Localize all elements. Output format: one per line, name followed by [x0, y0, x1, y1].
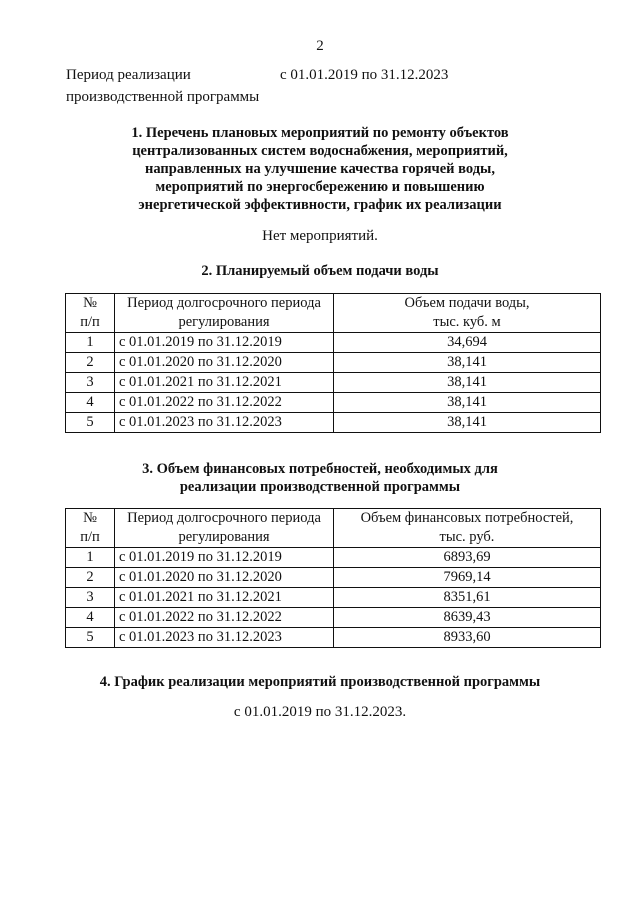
header-period [115, 509, 334, 548]
table-row [66, 568, 601, 588]
table-header-row [66, 509, 601, 548]
table-row [66, 628, 601, 648]
header-value-line1: Объем финансовых потребностей, [360, 510, 574, 526]
header-num-line2: п/п [80, 314, 100, 330]
row-period: с 01.01.2019 по 31.12.2019 [115, 333, 334, 353]
section1-title-line: мероприятий по энергосбережению и повышению [155, 179, 485, 195]
section1-title-line: 1. Перечень плановых мероприятий по ремонту объектов [131, 125, 509, 141]
table-row [66, 608, 601, 628]
section1-title-line: направленных на улучшение качества горячей воды, [144, 161, 495, 177]
row-period: с 01.01.2019 по 31.12.2019 [115, 548, 334, 568]
page-number: 2 [316, 38, 324, 54]
period-label-line2: производственной программы [66, 89, 260, 105]
header-period-line1: Период долгосрочного периода [127, 510, 321, 526]
header-period-line1: Период долгосрочного периода [127, 295, 321, 311]
section1-note: Нет мероприятий. [262, 228, 378, 244]
table-header-row [66, 294, 601, 333]
header-period-line2: регулирования [178, 314, 270, 330]
period-label [66, 64, 259, 108]
section1-title [0, 124, 640, 214]
section4-period: с 01.01.2019 по 31.12.2023. [233, 704, 407, 720]
period-label-line1: Период реализации [66, 67, 191, 83]
row-value: 34,694 [334, 333, 601, 353]
row-value: 8351,61 [334, 588, 601, 608]
table-row [66, 373, 601, 393]
section1-title-line: централизованных систем водоснабжения, мероприятий, [132, 143, 508, 159]
row-value: 8933,60 [334, 628, 601, 648]
header-value [334, 294, 601, 333]
table-row [66, 393, 601, 413]
row-period: с 01.01.2021 по 31.12.2021 [115, 588, 334, 608]
row-num: 4 [66, 393, 115, 413]
row-value: 6893,69 [334, 548, 601, 568]
header-num [66, 509, 115, 548]
row-period: с 01.01.2021 по 31.12.2021 [115, 373, 334, 393]
table-row [66, 548, 601, 568]
header-period [115, 294, 334, 333]
table-row [66, 353, 601, 373]
section3-title-line1: 3. Объем финансовых потребностей, необходимых для [142, 461, 498, 477]
header-num-line2: п/п [80, 529, 100, 545]
table-row [66, 413, 601, 433]
table-row [66, 333, 601, 353]
row-num: 4 [66, 608, 115, 628]
table-row [66, 588, 601, 608]
header-num [66, 294, 115, 333]
water-volume-table [65, 293, 601, 433]
section1-title-line: энергетической эффективности, график их реализации [138, 197, 502, 213]
row-value: 8639,43 [334, 608, 601, 628]
row-num: 5 [66, 628, 115, 648]
row-value: 38,141 [334, 353, 601, 373]
row-num: 5 [66, 413, 115, 433]
header-value-line2: тыс. руб. [439, 529, 495, 545]
row-period: с 01.01.2020 по 31.12.2020 [115, 353, 334, 373]
header-period-line2: регулирования [178, 529, 270, 545]
row-period: с 01.01.2023 по 31.12.2023 [115, 628, 334, 648]
row-value: 7969,14 [334, 568, 601, 588]
row-period: с 01.01.2022 по 31.12.2022 [115, 393, 334, 413]
row-num: 3 [66, 373, 115, 393]
section3-title [0, 460, 640, 496]
section2-title: 2. Планируемый объем подачи воды [201, 263, 439, 279]
header-num-line1: № [83, 295, 97, 311]
row-num: 1 [66, 333, 115, 353]
header-value-line2: тыс. куб. м [433, 314, 501, 330]
row-period: с 01.01.2022 по 31.12.2022 [115, 608, 334, 628]
row-value: 38,141 [334, 413, 601, 433]
row-period: с 01.01.2020 по 31.12.2020 [115, 568, 334, 588]
section4-title: 4. График реализации мероприятий производственной программы [99, 674, 541, 690]
row-value: 38,141 [334, 393, 601, 413]
header-value-line1: Объем подачи воды, [404, 295, 530, 311]
row-num: 2 [66, 568, 115, 588]
section3-title-line2: реализации производственной программы [179, 479, 461, 495]
row-num: 1 [66, 548, 115, 568]
finance-table [65, 508, 601, 648]
row-num: 2 [66, 353, 115, 373]
period-value: с 01.01.2019 по 31.12.2023 [280, 67, 449, 83]
header-num-line1: № [83, 510, 97, 526]
row-value: 38,141 [334, 373, 601, 393]
row-num: 3 [66, 588, 115, 608]
row-period: с 01.01.2023 по 31.12.2023 [115, 413, 334, 433]
header-value [334, 509, 601, 548]
